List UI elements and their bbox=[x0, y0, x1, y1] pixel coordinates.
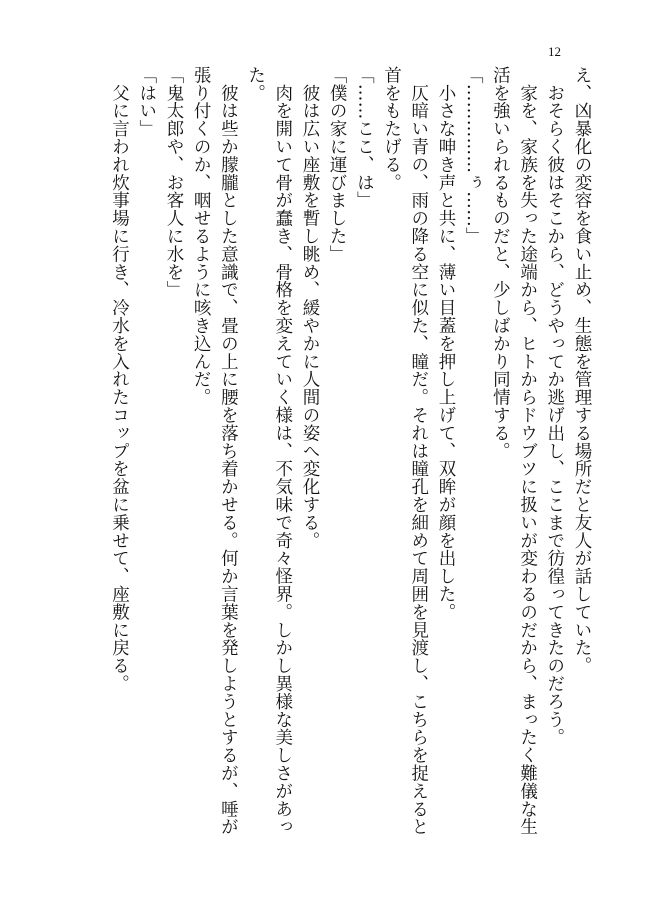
text-line: 「鬼太郎や、お客人に水を」 bbox=[163, 66, 184, 299]
text-line: 彼は些か朦朧とした意識で、畳の上に腰を落ち着かせる。何か言葉を発しようとするが、唾が bbox=[218, 66, 239, 836]
text-line: 「……ここ、は」 bbox=[354, 66, 375, 210]
text-line: 父に言われ炊事場に行き、冷水を入れたコップを盆に乗せて、座敷に戻る。 bbox=[109, 66, 130, 693]
text-line: 小さな呻き声と共に、薄い目蓋を押し上げて、双眸が顔を出した。 bbox=[435, 66, 456, 621]
text-line: 肉を開いて骨が蠢き、骨格を変えていく様は、不気味で奇々怪界。しかし異様な美しさがあっ bbox=[272, 66, 293, 836]
text-line: おそらく彼はそこから、どうやってか逃げ出し、ここまで彷徨ってきたのだろう。 bbox=[544, 66, 565, 747]
text-line: え、凶暴化の変容を食い止め、生態を管理する場所だと友人が話していた。 bbox=[572, 66, 592, 675]
text-line: 家を、家族を失った途端から、ヒトからドウブツに扱いが変わるのだから、まったく難儀な生 bbox=[517, 66, 538, 836]
page-number: 12 bbox=[548, 44, 561, 59]
vertical-text-body bbox=[105, 66, 595, 876]
text-line: 首をもたげる。 bbox=[381, 66, 402, 192]
text-line: 張り付くのか、咽せるように咳き込んだ。 bbox=[191, 66, 212, 407]
text-line: た。 bbox=[245, 66, 266, 102]
text-line: 「はい」 bbox=[136, 66, 157, 138]
text-line: 「僕の家に運びました」 bbox=[327, 66, 348, 263]
text-line: 彼は広い座敷を暫し眺め、緩やかに人間の姿へ変化する。 bbox=[299, 66, 320, 550]
text-line: 仄暗い青の、雨の降る空に似た、瞳だ。それは瞳孔を細めて周囲を見渡し、こちらを捉えると bbox=[408, 66, 429, 836]
text-line: 活を強いられるものだと、少しばかり同情する。 bbox=[490, 66, 511, 460]
text-line: 「……………ぅ……」 bbox=[463, 66, 484, 245]
